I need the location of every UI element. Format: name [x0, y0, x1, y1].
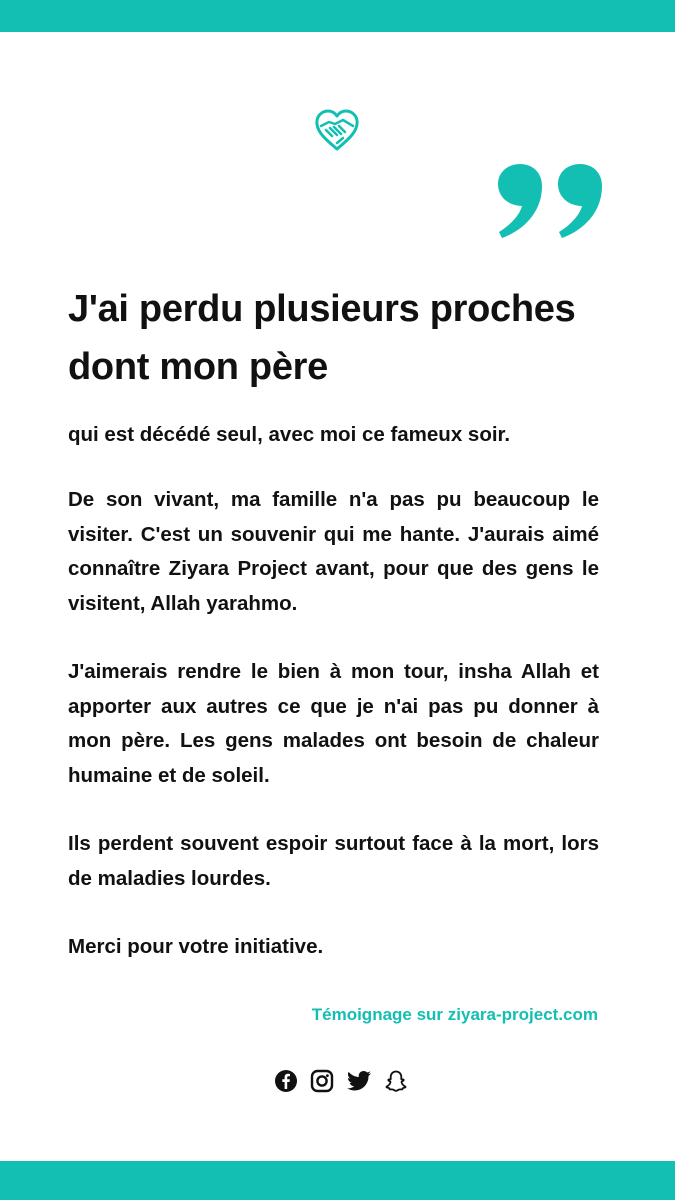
- paragraph-giving-back: J'aimerais rendre le bien à mon tour, insha Allah et apporter aux autres ce que je n'ai pas pu donner à mon père. Les gens malades ont besoin de chaleur humaine et de soleil.: [68, 660, 599, 787]
- bottom-accent-bar: [0, 1161, 675, 1200]
- headline: J'ai perdu plusieurs proches dont mon père: [68, 288, 576, 388]
- top-accent-bar: [0, 0, 675, 32]
- twitter-icon[interactable]: [346, 1070, 372, 1092]
- paragraph-intro: qui est décédé seul, avec moi ce fameux soir.: [68, 423, 511, 446]
- heart-handshake-icon: [313, 108, 361, 152]
- paragraph-hope: Ils perdent souvent espoir surtout face à la mort, lors de maladies lourdes.: [68, 832, 599, 890]
- closing-quote-icon: [496, 162, 606, 242]
- facebook-icon[interactable]: [274, 1069, 298, 1093]
- snapchat-icon[interactable]: [384, 1069, 408, 1093]
- social-links: [274, 1069, 408, 1093]
- logo: [313, 108, 361, 152]
- source-link[interactable]: Témoignage sur ziyara-project.com: [311, 1005, 598, 1024]
- quote-mark: [496, 162, 606, 242]
- paragraph-family: De son vivant, ma famille n'a pas pu beaucoup le visiter. C'est un souvenir qui me hante. J'aurais aimé connaître Ziyara Project avant, pour que des gens le visitent, Allah yarahmo.: [68, 488, 599, 615]
- paragraph-thanks: Merci pour votre initiative.: [68, 935, 324, 958]
- instagram-icon[interactable]: [310, 1069, 334, 1093]
